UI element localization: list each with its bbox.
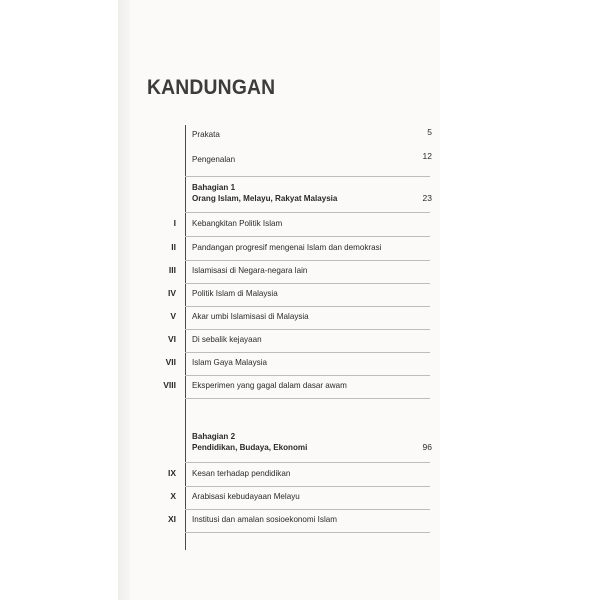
toc-part-number: Bahagian 2 — [192, 431, 236, 441]
toc-chapter-number: IX — [167, 468, 176, 478]
toc-entry-page: 12 — [422, 151, 432, 161]
toc-chapter-number: II — [171, 242, 176, 252]
toc-chapter-number: VIII — [163, 380, 176, 390]
toc-part-heading — [0, 442, 600, 458]
toc-entry — [0, 491, 600, 507]
toc-row-divider — [185, 283, 430, 284]
toc-entry — [0, 151, 600, 170]
toc-entry-label: Institusi dan amalan sosioekonomi Islam — [192, 514, 337, 524]
toc-entry — [0, 514, 600, 530]
toc-entry — [0, 311, 600, 327]
toc-entry — [0, 288, 600, 304]
toc-chapter-number: III — [168, 265, 176, 275]
toc-entry-label: Prakata — [192, 129, 220, 139]
toc-row-divider — [185, 329, 430, 330]
toc-entry-label: Pandangan progresif mengenai Islam dan demokrasi — [192, 242, 382, 252]
toc-row-divider — [185, 398, 430, 399]
toc-entry-page: 5 — [427, 127, 432, 137]
toc-row-divider — [185, 352, 430, 353]
toc-entry-label: Kebangkitan Politik Islam — [192, 218, 283, 228]
toc-row-divider — [185, 532, 430, 533]
toc-chapter-number: V — [170, 311, 176, 321]
toc-entry — [0, 218, 600, 234]
toc-entry-label: Arabisasi kebudayaan Melayu — [192, 491, 300, 501]
toc-row-divider — [185, 375, 430, 376]
toc-entry — [0, 334, 600, 350]
toc-entry-label: Pengenalan — [192, 154, 236, 164]
toc-part-title: Pendidikan, Budaya, Ekonomi — [192, 442, 308, 452]
toc-entry — [0, 129, 600, 145]
toc-chapter-number: VI — [167, 334, 176, 344]
toc-entry — [0, 468, 600, 484]
toc-entry — [0, 242, 600, 258]
toc-row-divider — [185, 509, 430, 510]
toc-row-divider — [185, 306, 430, 307]
toc-entry-label: Politik Islam di Malaysia — [192, 288, 278, 298]
toc-entry-label: Kesan terhadap pendidikan — [192, 468, 291, 478]
toc-chapter-number: XI — [167, 514, 176, 524]
toc-part-heading — [0, 193, 600, 209]
toc-part-number: Bahagian 1 — [192, 182, 236, 192]
toc-chapter-number: X — [170, 491, 176, 501]
toc-entry — [0, 357, 600, 373]
page-title: KANDUNGAN — [147, 76, 276, 99]
toc-entry — [0, 380, 600, 396]
toc-entry-page: 23 — [422, 193, 432, 203]
toc-section-divider — [185, 462, 430, 463]
toc-entry-label: Islam Gaya Malaysia — [192, 357, 267, 367]
toc-part-title: Orang Islam, Melayu, Rakyat Malaysia — [192, 193, 338, 203]
toc-entry — [0, 265, 600, 281]
toc-chapter-number: VII — [165, 357, 176, 367]
toc-entry-label: Eksperimen yang gagal dalam dasar awam — [192, 380, 347, 390]
toc-chapter-number: IV — [167, 288, 176, 298]
toc-entry-label: Islamisasi di Negara-negara lain — [192, 265, 308, 275]
toc-row-divider — [185, 236, 430, 237]
toc-row-divider — [185, 260, 430, 261]
toc-entry-page: 96 — [422, 442, 432, 452]
toc-chapter-number: I — [173, 218, 176, 228]
toc-section-divider — [185, 176, 430, 177]
toc-section-divider — [185, 212, 430, 213]
toc-entry-label: Di sebalik kejayaan — [192, 334, 262, 344]
toc-entry-label: Akar umbi Islamisasi di Malaysia — [192, 311, 309, 321]
toc-row-divider — [185, 486, 430, 487]
